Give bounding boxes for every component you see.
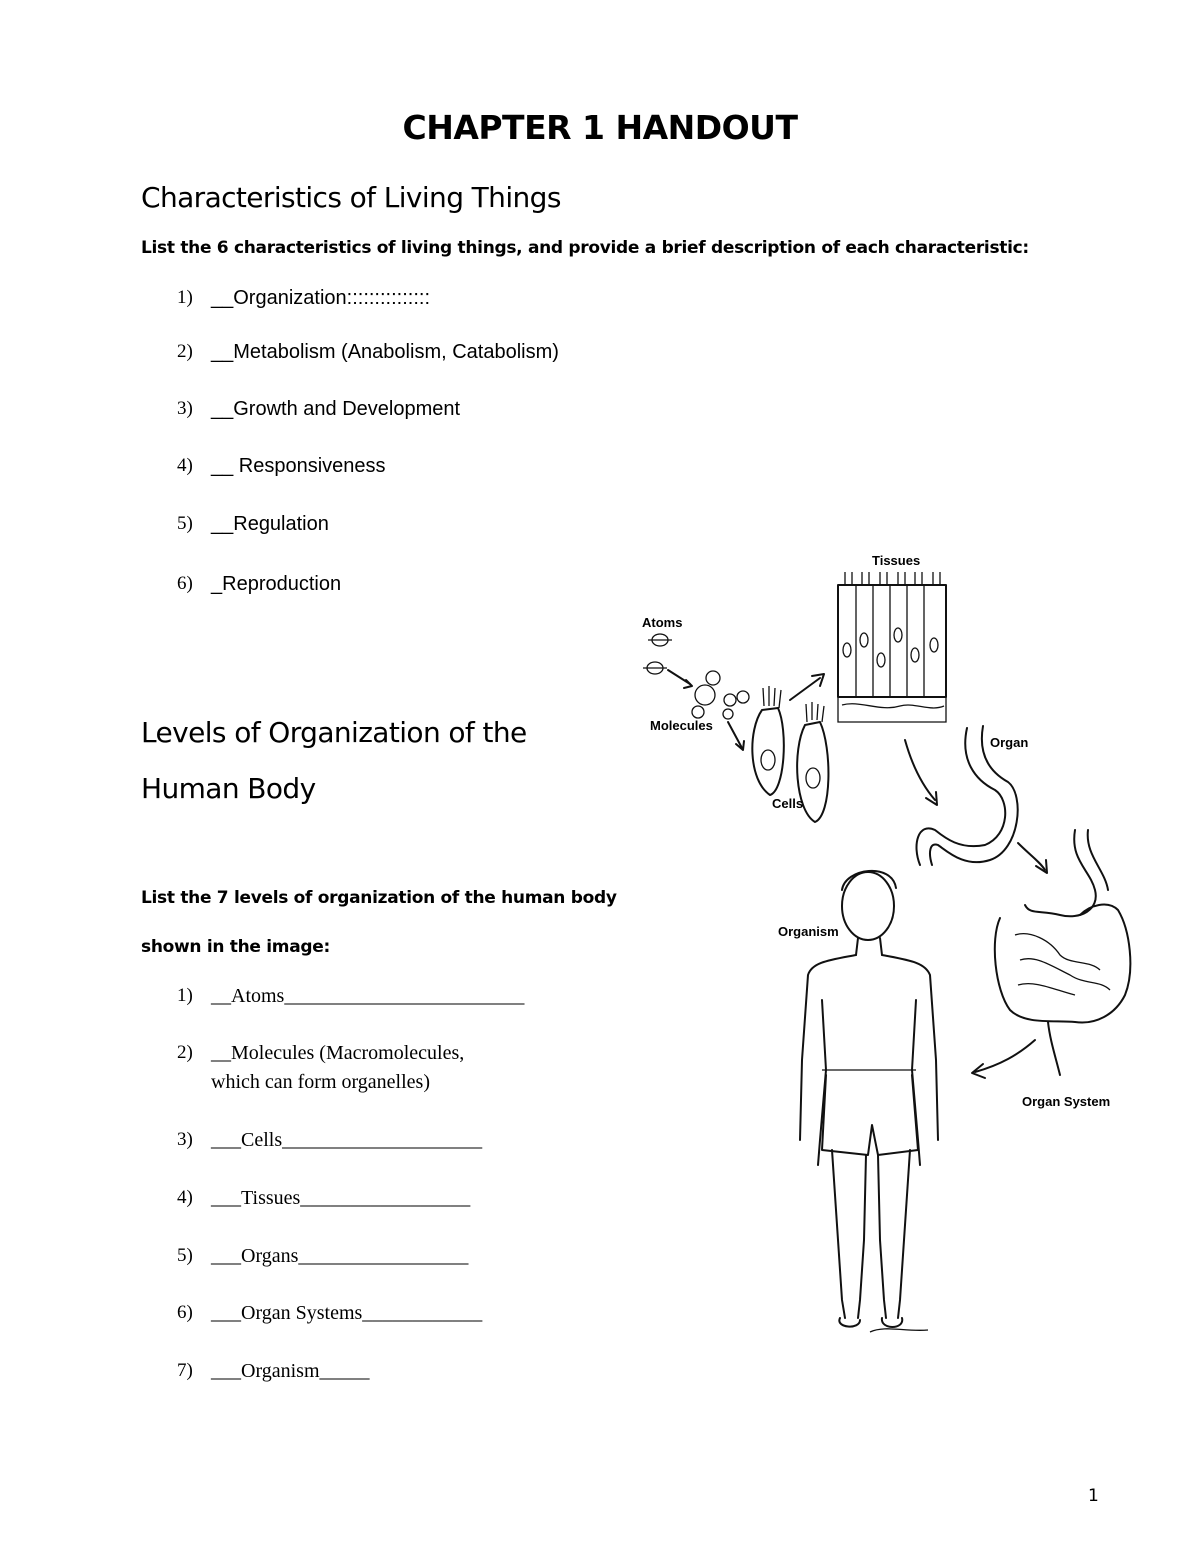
section-heading-characteristics: Characteristics of Living Things xyxy=(141,181,561,214)
item-number: 5) xyxy=(177,1245,193,1266)
item-answer: ___Organ Systems____________ xyxy=(211,1302,483,1324)
item-answer-continued: which can form organelles) xyxy=(211,1071,430,1093)
levels-instruction-line2: shown in the image: xyxy=(141,937,330,957)
item-number: 6) xyxy=(177,1302,193,1323)
item-answer: ___Organism_____ xyxy=(211,1360,370,1382)
levels-of-organization-figure xyxy=(620,540,1140,1360)
list-item xyxy=(177,1042,465,1093)
item-number: 2) xyxy=(177,1042,193,1063)
section-heading-levels-line2: Human Body xyxy=(141,772,316,805)
item-answer: _Reproduction xyxy=(211,573,342,595)
list-item xyxy=(177,573,342,595)
item-answer: __Molecules (Macromolecules, xyxy=(211,1042,465,1064)
item-answer: __ Responsiveness xyxy=(211,455,386,477)
item-number: 3) xyxy=(177,1129,193,1150)
label-molecules: Molecules xyxy=(650,718,713,733)
item-answer: ___Tissues_________________ xyxy=(211,1187,471,1209)
label-cells: Cells xyxy=(772,796,804,811)
molecules-illustration xyxy=(692,671,749,750)
item-number: 4) xyxy=(177,1187,193,1208)
organ-system-illustration xyxy=(972,830,1130,1078)
item-answer: __Growth and Development xyxy=(211,398,461,420)
item-answer: __Atoms________________________ xyxy=(211,985,525,1007)
list-item xyxy=(177,513,329,535)
item-number: 1) xyxy=(177,985,193,1006)
item-answer: ___Organs_________________ xyxy=(211,1245,469,1267)
label-organ: Organ xyxy=(990,735,1029,750)
tissues-illustration xyxy=(838,572,946,805)
item-number: 5) xyxy=(177,513,193,534)
item-number: 3) xyxy=(177,398,193,419)
levels-instruction: List the 7 levels of organization of the human body xyxy=(141,888,617,908)
item-answer: __Metabolism (Anabolism, Catabolism) xyxy=(211,341,559,363)
list-item xyxy=(177,1302,483,1324)
characteristics-instruction: List the 6 characteristics of living things, and provide a brief description of each characteristic: xyxy=(141,238,1029,258)
list-item xyxy=(177,1360,370,1382)
label-organism: Organism xyxy=(778,924,839,939)
list-item xyxy=(177,1187,471,1209)
list-item xyxy=(177,398,461,420)
page-title: CHAPTER 1 HANDOUT xyxy=(402,108,798,147)
item-number: 1) xyxy=(177,287,193,308)
organism-illustration xyxy=(800,871,938,1332)
item-number: 4) xyxy=(177,455,193,476)
list-item xyxy=(177,341,559,363)
item-number: 2) xyxy=(177,341,193,362)
list-item xyxy=(177,1245,469,1267)
item-answer: __Organization::::::::::::::: xyxy=(211,287,430,309)
list-item xyxy=(177,1129,483,1151)
atoms-illustration xyxy=(643,634,692,688)
item-number: 7) xyxy=(177,1360,193,1381)
label-organ-system: Organ System xyxy=(1022,1094,1111,1109)
label-tissues: Tissues xyxy=(872,553,921,568)
list-item xyxy=(177,985,525,1007)
page-number: 1 xyxy=(1088,1486,1099,1506)
section-heading-levels: Levels of Organization of the xyxy=(141,716,527,749)
list-item xyxy=(177,455,386,477)
item-answer: ___Cells____________________ xyxy=(211,1129,483,1151)
list-item xyxy=(177,287,430,309)
item-number: 6) xyxy=(177,573,193,594)
label-atoms: Atoms xyxy=(642,615,683,630)
item-answer: __Regulation xyxy=(211,513,329,535)
